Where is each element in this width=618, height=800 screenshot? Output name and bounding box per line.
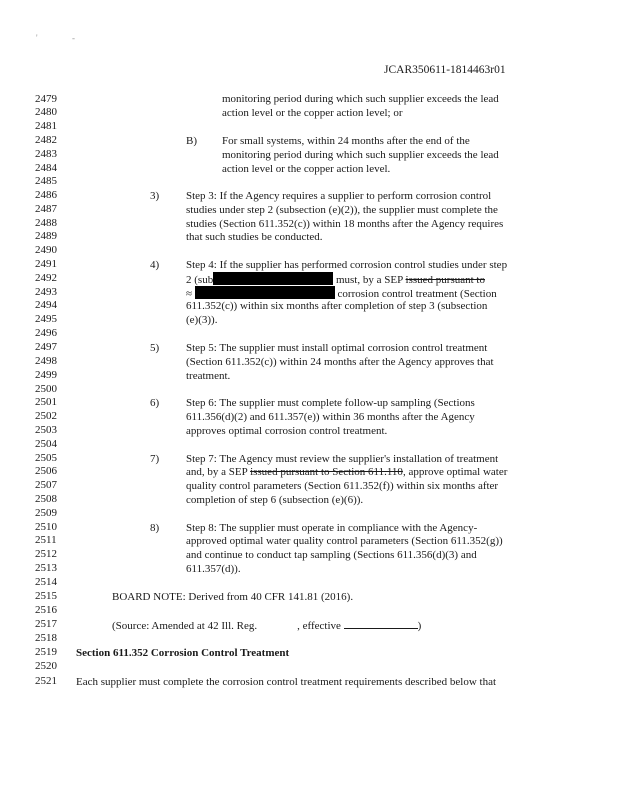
line-number: 2479 [35, 93, 57, 105]
step-4-fragment: corrosion control treatment (Section [337, 288, 497, 300]
step-6-text: 611.356(d)(2) and 611.357(e)) within 36 months after the Agency [186, 411, 475, 423]
document-id: JCAR350611-1814463r01 [384, 64, 506, 76]
step-3-text: studies (Section 611.352(c)) within 18 months after the Agency requires [186, 218, 504, 230]
step-8-text: Step 8: The supplier must operate in compliance with the Agency- [186, 522, 478, 534]
subsection-b-text: For small systems, within 24 months after the end of the [222, 135, 470, 147]
line-number: 2496 [35, 327, 57, 339]
step-6-text: approves optimal corrosion control treatment. [186, 425, 388, 437]
section-heading: Section 611.352 Corrosion Control Treatment [76, 647, 290, 659]
step-5-text: treatment. [186, 370, 231, 382]
line-number: 2491 [35, 258, 57, 270]
step-5-text: (Section 611.352(c)) within 24 months after the Agency approves that [186, 356, 494, 368]
line-number: 2504 [35, 438, 57, 450]
line-number: 2481 [35, 120, 57, 132]
scan-mark: ≈ [186, 288, 193, 300]
scan-speck-1: ' [36, 33, 38, 43]
line-number: 2516 [35, 604, 57, 616]
subsection-a-continuation: monitoring period during which such supplier exceeds the lead [222, 93, 499, 105]
line-number: 2482 [35, 134, 57, 146]
line-number: 2494 [35, 299, 57, 311]
step-4-text: 611.352(c)) within six months after completion of step 3 (subsection [186, 300, 488, 312]
line-number: 2505 [35, 452, 57, 464]
line-number: 2521 [35, 675, 57, 687]
line-number: 2490 [35, 244, 57, 256]
step-4-text [186, 272, 485, 287]
line-number: 2480 [35, 106, 57, 118]
subsection-b-text: monitoring period during which such supplier exceeds the lead [222, 149, 499, 161]
line-number: 2487 [35, 203, 57, 215]
step-4-fragment: 2 (sub [186, 274, 214, 286]
line-number: 2489 [35, 230, 57, 242]
step-8-text: and continue to conduct tap sampling (Sections 611.356(d)(3) and [186, 549, 477, 561]
line-number: 2483 [35, 148, 57, 160]
line-number: 2484 [35, 162, 57, 174]
step-5-number: 5) [150, 342, 160, 354]
step-3-text: studies under step 2 (subsection (e)(2)), the supplier must complete the [186, 204, 498, 216]
step-5-text: Step 5: The supplier must install optimal corrosion control treatment [186, 342, 488, 354]
line-number: 2519 [35, 646, 57, 658]
step-8-text: 611.357(d)). [186, 563, 241, 575]
line-number: 2511 [35, 534, 57, 546]
step-7-text: quality control parameters (Section 611.352(f)) within six months after [186, 480, 499, 492]
line-number: 2499 [35, 369, 57, 381]
step-4-fragment: must, by a SEP [335, 274, 403, 286]
step-7-text [186, 465, 507, 479]
step-4-text: Step 4: If the supplier has performed corrosion control studies under step [186, 259, 508, 271]
line-number: 2501 [35, 396, 57, 408]
line-number: 2488 [35, 217, 57, 229]
line-number: 2485 [35, 175, 57, 187]
line-number: 2497 [35, 341, 57, 353]
source-amended: (Source: Amended at 42 Ill. Reg. [112, 620, 258, 632]
step-7-number: 7) [150, 453, 160, 465]
source-note [112, 618, 421, 633]
struck-text: issued pursuant to [405, 274, 485, 286]
step-3-text: that such studies be conducted. [186, 231, 323, 243]
line-number: 2498 [35, 355, 57, 367]
line-number: 2520 [35, 660, 57, 672]
line-number: 2510 [35, 521, 57, 533]
line-number: 2493 [35, 286, 57, 298]
step-4-number: 4) [150, 259, 160, 271]
line-number: 2507 [35, 479, 57, 491]
source-effective: , effective [297, 620, 341, 632]
step-6-text: Step 6: The supplier must complete follow-up sampling (Sections [186, 397, 475, 409]
subsection-a-continuation: action level or the copper action level; or [222, 107, 403, 119]
step-8-text: approved optimal water quality control parameters (Section 611.352(g)) [186, 535, 503, 547]
line-number: 2508 [35, 493, 57, 505]
step-7-text: Step 7: The Agency must review the supplier's installation of treatment [186, 453, 499, 465]
struck-text: issued pursuant to Section 611.110 [250, 466, 403, 478]
step-8-number: 8) [150, 522, 160, 534]
step-7-fragment: , approve optimal water [402, 466, 508, 478]
line-number: 2500 [35, 383, 57, 395]
step-7-fragment: and, by a SEP [186, 466, 248, 478]
line-number: 2513 [35, 562, 57, 574]
source-close: ) [417, 620, 422, 632]
scan-speck-2: - [72, 33, 75, 43]
step-3-text: Step 3: If the Agency requires a supplier to perform corrosion control [186, 190, 492, 202]
subsection-b-text: action level or the copper action level. [222, 163, 391, 175]
subsection-b-label: B) [186, 135, 197, 147]
board-note: BOARD NOTE: Derived from 40 CFR 141.81 (2016). [112, 591, 354, 603]
line-number: 2509 [35, 507, 57, 519]
effective-date-blank [344, 618, 418, 629]
step-6-number: 6) [150, 397, 160, 409]
line-number: 2515 [35, 590, 57, 602]
line-number: 2503 [35, 424, 57, 436]
line-number: 2517 [35, 618, 57, 630]
redaction-block [213, 272, 333, 285]
line-number: 2506 [35, 465, 57, 477]
section-intro: Each supplier must complete the corrosion control treatment requirements described below that [76, 676, 497, 688]
line-number: 2512 [35, 548, 57, 560]
step-4-text: (e)(3)). [186, 314, 218, 326]
step-3-number: 3) [150, 190, 160, 202]
line-number: 2502 [35, 410, 57, 422]
line-number: 2486 [35, 189, 57, 201]
redaction-block [195, 286, 335, 299]
line-number: 2514 [35, 576, 57, 588]
line-number: 2518 [35, 632, 57, 644]
line-number: 2495 [35, 313, 57, 325]
line-number: 2492 [35, 272, 57, 284]
step-7-text: completion of step 6 (subsection (e)(6)). [186, 494, 364, 506]
